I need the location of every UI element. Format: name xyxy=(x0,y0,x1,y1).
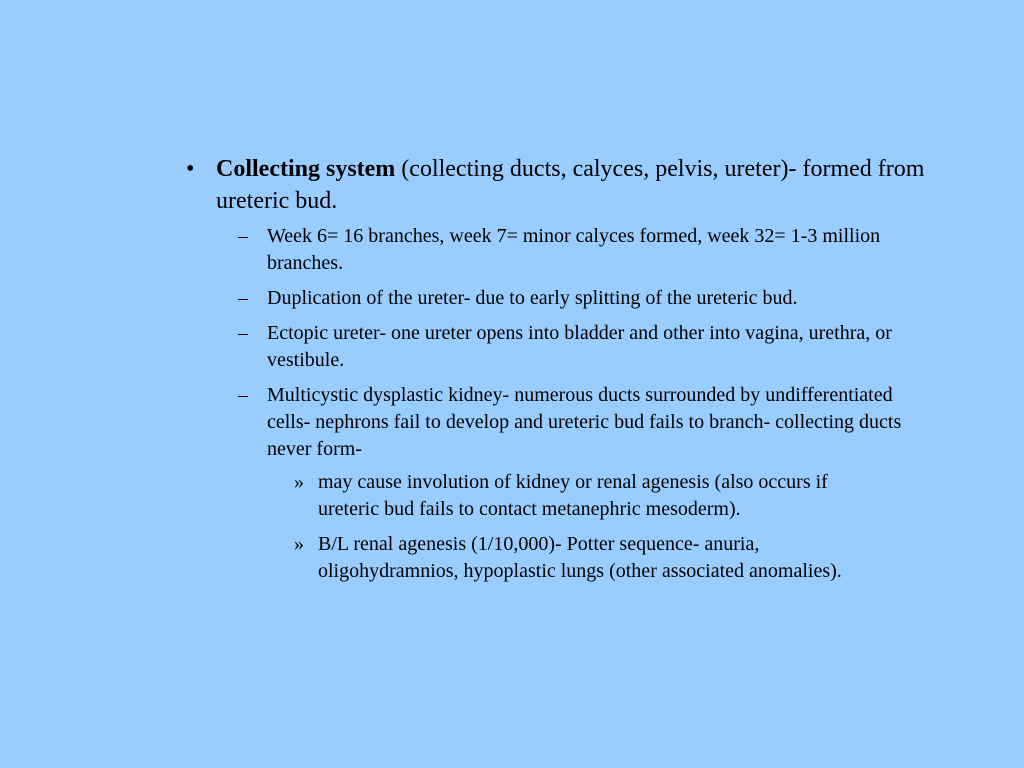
sub-sub-bullet-text: may cause involution of kidney or renal agenesis (also occurs if ureteric bud fails to contact metanephric mesoderm). xyxy=(318,471,828,520)
bullet-bold-term: Collecting system xyxy=(216,156,396,182)
sub-bullet-ectopic-ureter xyxy=(238,320,927,374)
sub-sub-bullet-text: B/L renal agenesis (1/10,000)- Potter sequence- anuria, oligohydramnios, hypoplastic lungs (other associated anomalies). xyxy=(318,533,842,582)
dash-marker: – xyxy=(238,287,248,309)
bullet-marker: • xyxy=(186,156,195,182)
bullet-text: (collecting ducts, calyces, pelvis, ureter)- formed from ureteric bud. xyxy=(216,156,925,214)
sub-sub-bullet-renal-agenesis xyxy=(294,531,888,585)
dash-marker: – xyxy=(238,322,248,344)
sub-sub-bullet-involution xyxy=(294,469,888,523)
guillemet-marker: » xyxy=(294,471,304,493)
sub-bullet-week-branches xyxy=(238,223,927,277)
guillemet-marker: » xyxy=(294,533,304,555)
dash-marker: – xyxy=(238,384,248,406)
sub-bullet-text: Ectopic ureter- one ureter opens into bladder and other into vagina, urethra, or vestibule. xyxy=(267,322,892,371)
sub-bullet-multicystic xyxy=(238,382,927,463)
dash-marker: – xyxy=(238,225,248,247)
sub-bullet-text: Week 6= 16 branches, week 7= minor calyces formed, week 32= 1-3 million branches. xyxy=(267,225,881,274)
slide-content xyxy=(186,153,946,585)
sub-bullet-duplication xyxy=(238,285,927,312)
sub-bullet-text: Duplication of the ureter- due to early splitting of the ureteric bud. xyxy=(267,287,798,309)
sub-bullet-text: Multicystic dysplastic kidney- numerous ducts surrounded by undifferentiated cells- nephrons fail to develop and ureteric bud fails to branch- collecting ducts never form- xyxy=(267,384,902,460)
bullet-collecting-system xyxy=(186,153,946,217)
